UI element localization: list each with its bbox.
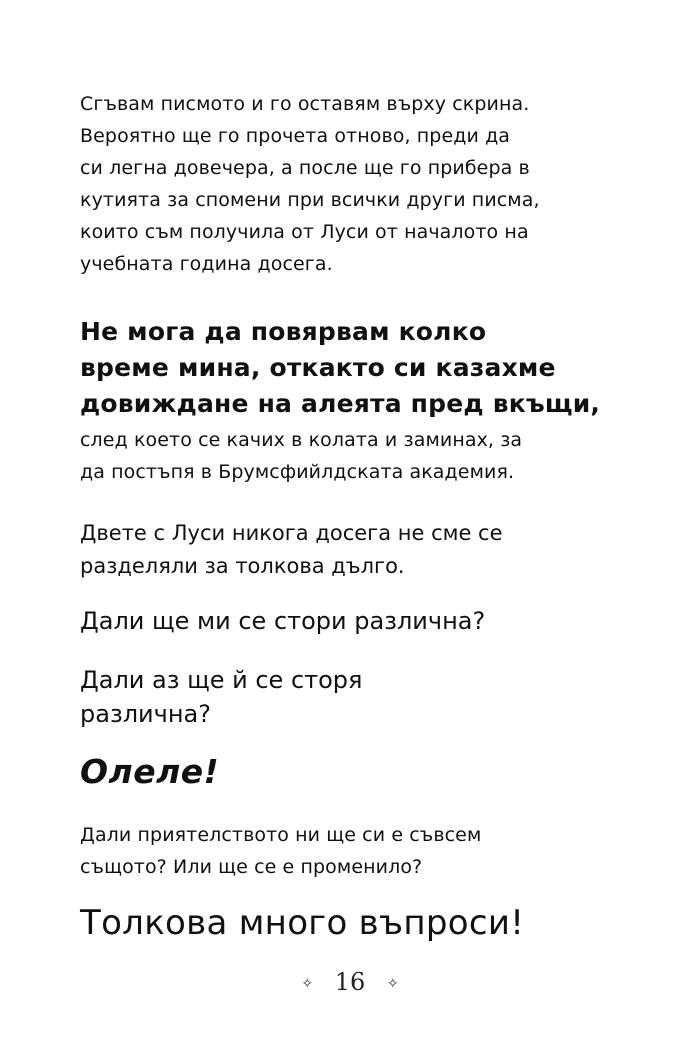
page-number: 16 [334,968,366,996]
text-line: същото? Или ще се е променило? [80,856,423,878]
question-will-i-seem-different [80,663,640,731]
text-line: си легна довечера, а после ще го прибера в [80,157,530,179]
page-number-footer [0,968,700,996]
text-line: Дали ще ми се стори различна? [80,607,486,635]
final-exclamation: Толкова много въпроси! [80,903,525,943]
text-line: Сгъвам писмото и го оставям върху скрина. [80,93,530,115]
text-line-large: Не мога да повярвам колко [80,317,487,346]
sparkle-ornament-icon: ✧ [386,975,399,992]
text-line: Дали аз ще й се сторя [80,666,363,694]
exclamation-olele: Олеле! [80,752,220,791]
text-line: различна? [80,700,211,728]
text-line: да постъпя в Брумсфийлдската академия. [80,461,515,483]
paragraph-folding-letter [80,88,620,280]
text-line: разделяли за толкова дълго. [80,554,405,578]
text-line-large: време мина, откакто си казахме [80,353,556,382]
text-line: след което се качих в колата и заминах, за [80,429,523,451]
paragraph-friendship [80,819,620,883]
text-line: които съм получила от Луси от началото на [80,221,529,243]
text-line: кутията за спомени при всички други писма, [80,189,540,211]
question-different [80,604,640,638]
sparkle-ornament-icon: ✧ [301,975,314,992]
text-line: учебната година досега. [80,253,333,275]
paragraph-cant-believe [80,314,640,422]
text-line-large: довиждане на алеята пред вкъщи, [80,389,601,418]
text-line: Дали приятелството ни ще си е съвсем [80,824,482,846]
text-line: Вероятно ще го прочета отново, преди да [80,125,511,147]
text-line: Двете с Луси никога досега не сме се [80,521,503,545]
paragraph-cant-believe-continued [80,424,620,488]
paragraph-never-apart [80,517,640,583]
